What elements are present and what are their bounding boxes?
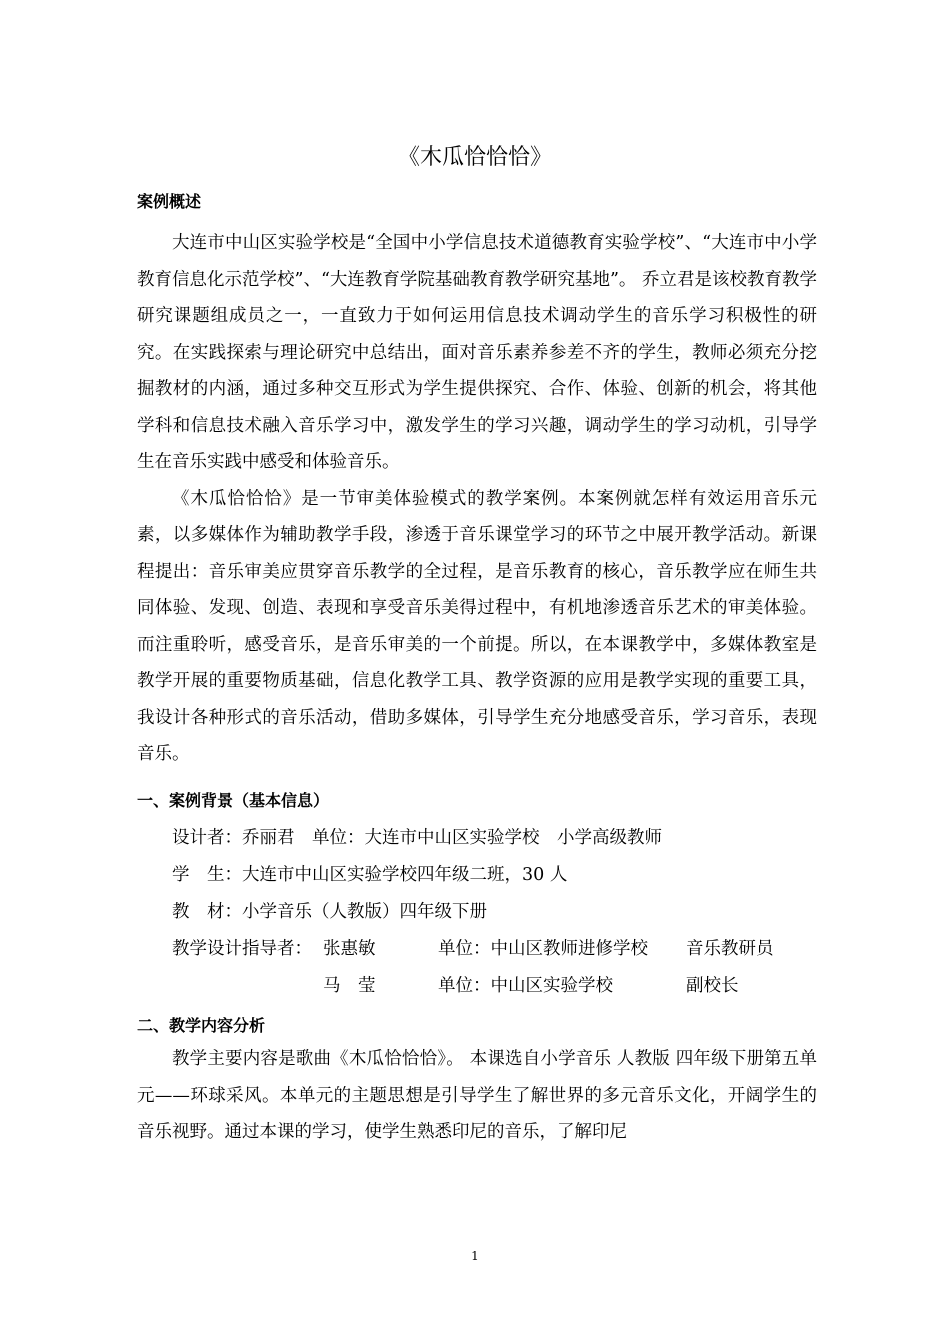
advisor-role: 副校长 [686,976,739,996]
content-analysis-body [137,1041,817,1151]
advisor-name: 马 莹 [323,976,376,996]
material-line: 教 材：小学音乐（人教版）四年级下册 [172,902,487,922]
overview-paragraph-1: 大连市中山区实验学校是“全国中小学信息技术道德教育实验学校”、“大连市中小学教育信息化示范学校”、“大连教育学院基础教育教学研究基地”。 乔立君是该校教育教学研究课题组成员之一，一直致力于如何运用信息技术调动学生的音乐学习积极性的研究。在实践探索与理论研究中总结出，面对音乐素养参差不齐的学生，教师必须充分挖掘教材的内涵，通过多种交互形式为学生提供探究、合作、体验、创新的机会，将其他学科和信息技术融入音乐学习中，激发学生的学习兴趣，调动学生的学习动机，引导学生在音乐实践中感受和体验音乐。 [137,233,817,472]
content-analysis-paragraph: 教学主要内容是歌曲《木瓜恰恰恰》。 本课选自小学音乐 人教版 四年级下册第五单元——环球采风。本单元的主题思想是引导学生了解世界的多元音乐文化，开阔学生的音乐视野。通过本课的学习，使学生熟悉印尼的音乐，了解印尼 [137,1049,817,1142]
page-number: 1 [471,1249,479,1263]
overview-body [137,225,817,773]
advisor-name: 张惠敏 [323,939,376,959]
advisor-role: 音乐教研员 [686,939,774,959]
advisor-unit: 单位：中山区教师进修学校 [438,939,648,959]
advisor-unit: 单位：中山区实验学校 [438,976,613,996]
document-title: 《木瓜恰恰恰》 [397,145,552,170]
designer-line: 设计者：乔丽君 单位：大连市中山区实验学校 小学高级教师 [172,828,662,848]
overview-paragraph-2: 《木瓜恰恰恰》是一节审美体验模式的教学案例。本案例就怎样有效运用音乐元素，以多媒体作为辅助教学手段，渗透于音乐课堂学习的环节之中展开教学活动。新课程提出：音乐审美应贯穿音乐教学的全过程，是音乐教育的核心，音乐教学应在师生共同体验、发现、创造、表现和享受音乐美得过程中，有机地渗透音乐艺术的审美体验。而注重聆听，感受音乐，是音乐审美的一个前提。所以，在本课教学中，多媒体教室是教学开展的重要物质基础，信息化教学工具、教学资源的应用是教学实现的重要工具，我设计各种形式的音乐活动，借助多媒体，引导学生充分地感受音乐，学习音乐，表现音乐。 [137,488,817,764]
advisor-label: 教学设计指导者： [172,939,312,959]
section-heading-content-analysis: 二、教学内容分析 [137,1016,266,1035]
section-heading-overview: 案例概述 [137,192,202,211]
student-line: 学 生：大连市中山区实验学校四年级二班，30 人 [172,865,568,885]
section-heading-background: 一、案例背景（基本信息） [137,791,330,810]
